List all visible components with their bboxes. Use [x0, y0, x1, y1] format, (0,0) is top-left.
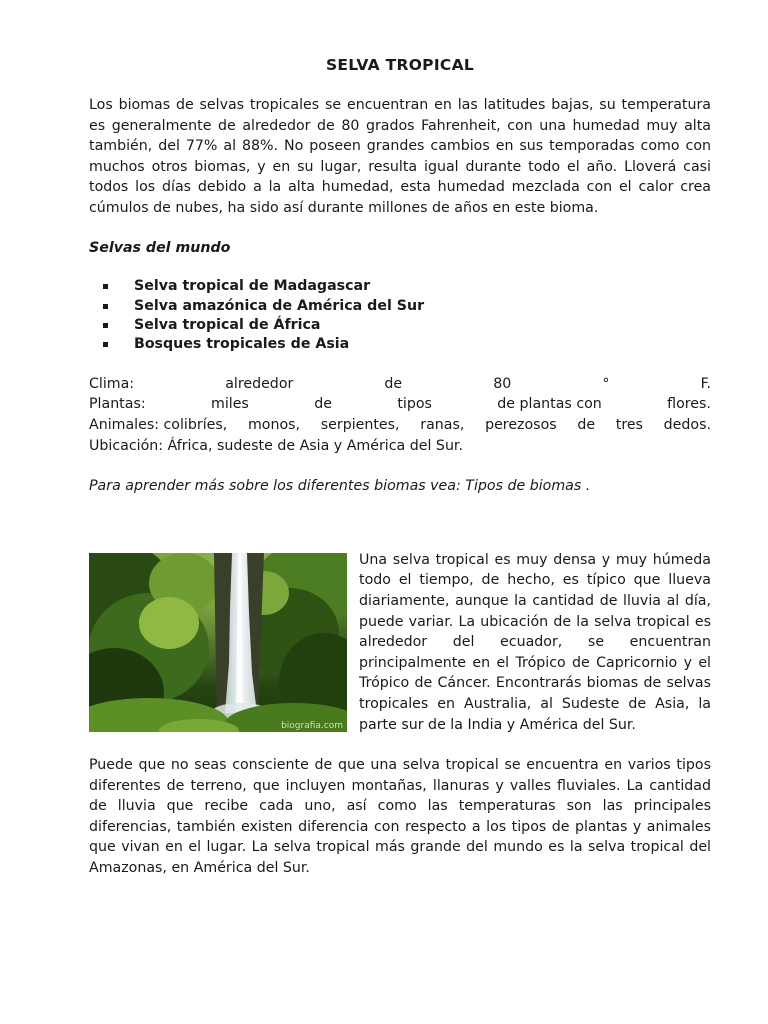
- list-item-label: Selva amazónica de América del Sur: [134, 297, 425, 314]
- fact-word: perezosos: [485, 416, 557, 433]
- figure-block: [89, 550, 711, 735]
- document-title: SELVA TROPICAL: [325, 56, 475, 74]
- list-item: [89, 297, 711, 316]
- fact-word: de: [384, 375, 403, 392]
- fact-word: flores.: [667, 396, 711, 413]
- wrapped-paragraph: Una selva tropical es muy densa y muy húmeda todo el tiempo, de hecho, es típico que llueva diariamente, aunque la cantidad de lluvia al día, puede variar. La ubicación de la selva tropical es alrededor del ecuador, se encuentran principalmente en el Trópico de Capricornio y el Trópico de Cáncer. Encontrarás biomas de selvas tropicales en Australia, al Sudeste de Asia, la parte sur de la India y América del Sur.: [359, 551, 711, 733]
- list-item: [89, 277, 711, 296]
- bullet-icon: [103, 342, 108, 347]
- fact-word: tipos: [397, 396, 432, 413]
- fact-clima: [89, 374, 711, 395]
- fact-word: ranas,: [420, 416, 465, 433]
- closing-paragraph: Puede que no seas consciente de que una selva tropical se encuentra en varios tipos diferentes de terreno, que incluyen montañas, llanuras y valles fluviales. La cantidad de lluvia que recibe cada uno, así como las temperaturas son las principales diferencias, también existen diferencia con respecto a los tipos de plantas y animales que vivan en el lugar. La selva tropical más grande del mundo es la selva tropical del Amazonas, en América del Sur.: [89, 757, 711, 877]
- section-subheading: Selvas del mundo: [89, 239, 231, 256]
- regions-list: [89, 277, 711, 355]
- photo-watermark: biografia.com: [281, 720, 343, 731]
- list-item: [89, 316, 711, 335]
- fact-word: dedos.: [663, 416, 711, 433]
- fact-word: miles: [211, 396, 249, 413]
- list-item: [89, 335, 711, 354]
- fact-plantas: [89, 394, 711, 415]
- bullet-icon: [103, 323, 108, 328]
- fact-ubicacion: Ubicación: África, sudeste de Asia y América del Sur.: [89, 437, 463, 454]
- list-item-label: Selva tropical de África: [134, 316, 321, 333]
- fact-word: 80: [493, 375, 512, 392]
- list-item-label: Selva tropical de Madagascar: [134, 278, 371, 295]
- waterfall-photo: [89, 553, 347, 732]
- fact-word: tres: [615, 416, 643, 433]
- bullet-icon: [103, 284, 108, 289]
- bullet-icon: [103, 304, 108, 309]
- fact-word: de plantas con: [497, 396, 602, 413]
- fact-word: de: [314, 396, 332, 413]
- fact-word: Clima:: [89, 375, 135, 392]
- fact-word: alrededor: [225, 375, 294, 392]
- fact-word: F.: [700, 375, 711, 392]
- intro-paragraph: Los biomas de selvas tropicales se encuentran en las latitudes bajas, su temperatura es generalmente de alrededor de 80 grados Fahrenheit, con una humedad muy alta también, del 77% al 88%. No poseen grandes cambios en sus temporadas como con muchos otros biomas, y en su lugar, resulta igual durante todo el año. Lloverá casi todos los días debido a la alta humedad, esta humedad mezclada con el calor crea cúmulos de nubes, ha sido así durante millones de años en este bioma.: [89, 97, 711, 216]
- fact-word: Animales: colibríes,: [89, 416, 228, 433]
- fact-word: Plantas:: [89, 396, 146, 413]
- more-info-line: Para aprender más sobre los diferentes biomas vea: Tipos de biomas .: [89, 478, 591, 495]
- fact-animales: [89, 415, 711, 436]
- fact-word: de: [577, 416, 596, 433]
- fact-word: monos,: [247, 416, 301, 433]
- fact-word: °: [602, 375, 610, 392]
- list-item-label: Bosques tropicales de Asia: [134, 336, 350, 353]
- document-page: [89, 54, 711, 879]
- fact-word: serpientes,: [320, 416, 400, 433]
